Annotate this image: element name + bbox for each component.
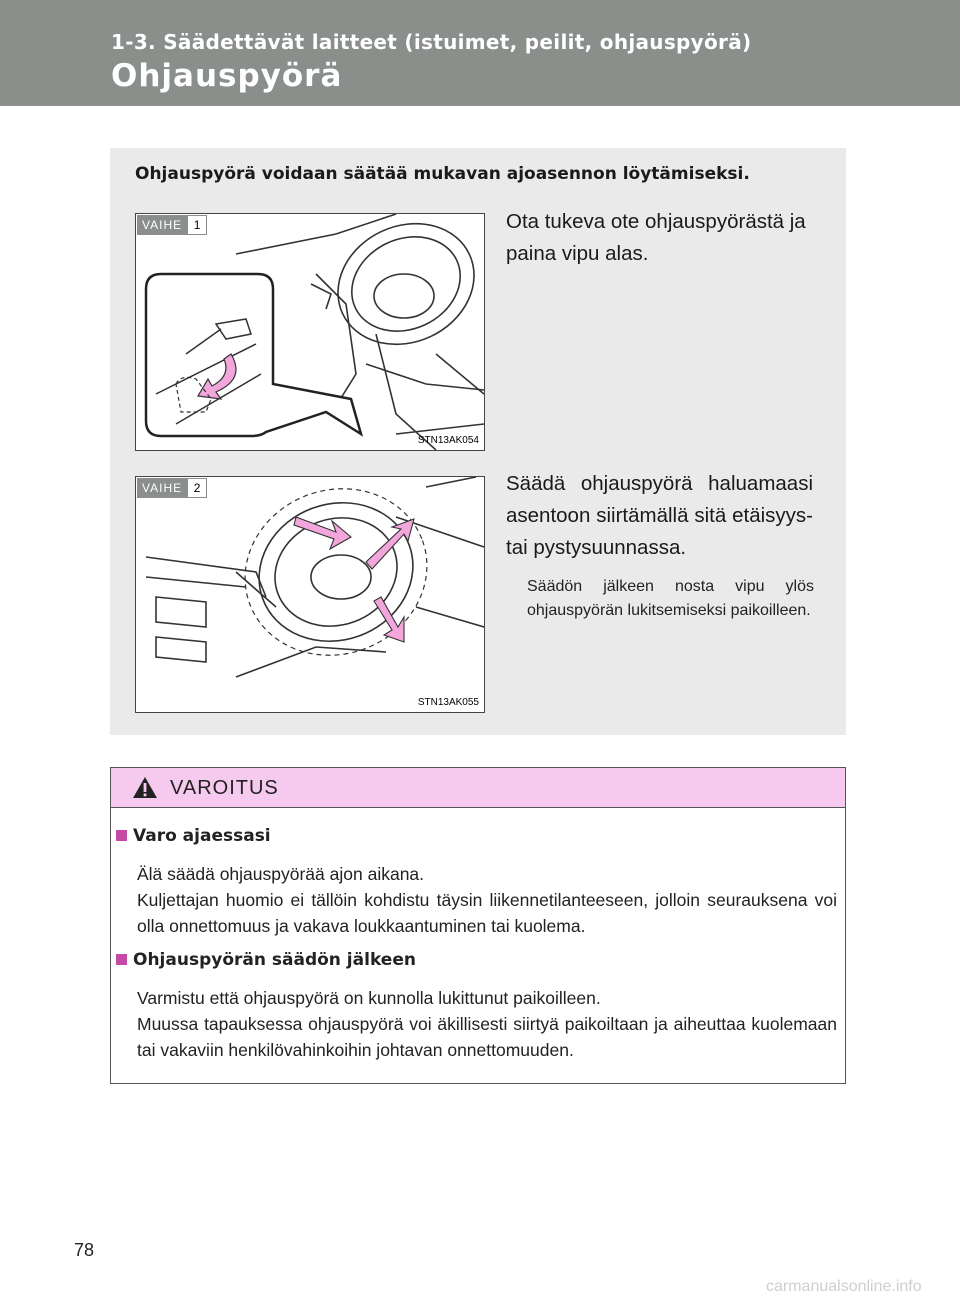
step2-text: Säädä ohjauspyörä haluamaasi asentoon siirtämällä sitä etäisyys- tai pystysuunnassa. (506, 472, 813, 559)
section-title: 1-3. Säädettävät laitteet (istuimet, peilit, ohjauspyörä) (111, 30, 752, 54)
page-title: Ohjauspyörä (111, 58, 343, 94)
warning-text: Muussa tapauksessa ohjauspyörä voi äkillisesti siirtyä paikoiltaan ja aiheuttaa kuolemaan tai vakaviin henkilövahinkoihin johtavan onnettomuuden. (137, 1014, 837, 1060)
image-code: STN13AK055 (417, 697, 479, 708)
warning-text: Varmistu että ohjauspyörä on kunnolla lukittunut paikoilleen. (137, 988, 601, 1008)
bullet-square-icon (116, 830, 127, 841)
warning-title: VAROITUS (170, 777, 279, 799)
warning-box (110, 767, 846, 1084)
step-badge (137, 478, 207, 498)
warning-triangle-icon (132, 776, 158, 799)
step-number: 2 (187, 478, 207, 498)
step-number: 1 (187, 215, 207, 235)
warning-text: Kuljettajan huomio ei tällöin kohdistu täysin liikennetilanteeseen, jolloin seurauksena voi olla onnettomuus ja vakava loukkaantuminen tai kuolema. (137, 890, 837, 936)
step2-illustration (135, 476, 485, 713)
warning-header (111, 768, 845, 808)
step-label: VAIHE (137, 215, 187, 235)
steering-adjust-drawing (136, 477, 484, 712)
step-badge (137, 215, 207, 235)
step-label: VAIHE (137, 478, 187, 498)
warning-subheading: Ohjauspyörän säädön jälkeen (116, 950, 416, 970)
header-bar (0, 0, 960, 106)
warning-text: Älä säädä ohjauspyörää ajon aikana. (137, 864, 425, 884)
bullet-square-icon (116, 954, 127, 965)
steering-lever-drawing (136, 214, 484, 450)
step1-illustration (135, 213, 485, 451)
watermark: carmanualsonline.info (766, 1278, 922, 1295)
image-code: STN13AK054 (417, 435, 479, 446)
page-number: 78 (74, 1240, 95, 1260)
step1-text: Ota tukeva ote ohjauspyörästä ja paina vipu alas. (506, 210, 806, 265)
intro-text: Ohjauspyörä voidaan säätää mukavan ajoasennon löytämiseksi. (135, 164, 750, 184)
warning-subheading: Varo ajaessasi (116, 826, 271, 846)
step2-note: Säädön jälkeen nosta vipu ylös ohjauspyörän lukitsemiseksi paikoilleen. (527, 578, 814, 619)
